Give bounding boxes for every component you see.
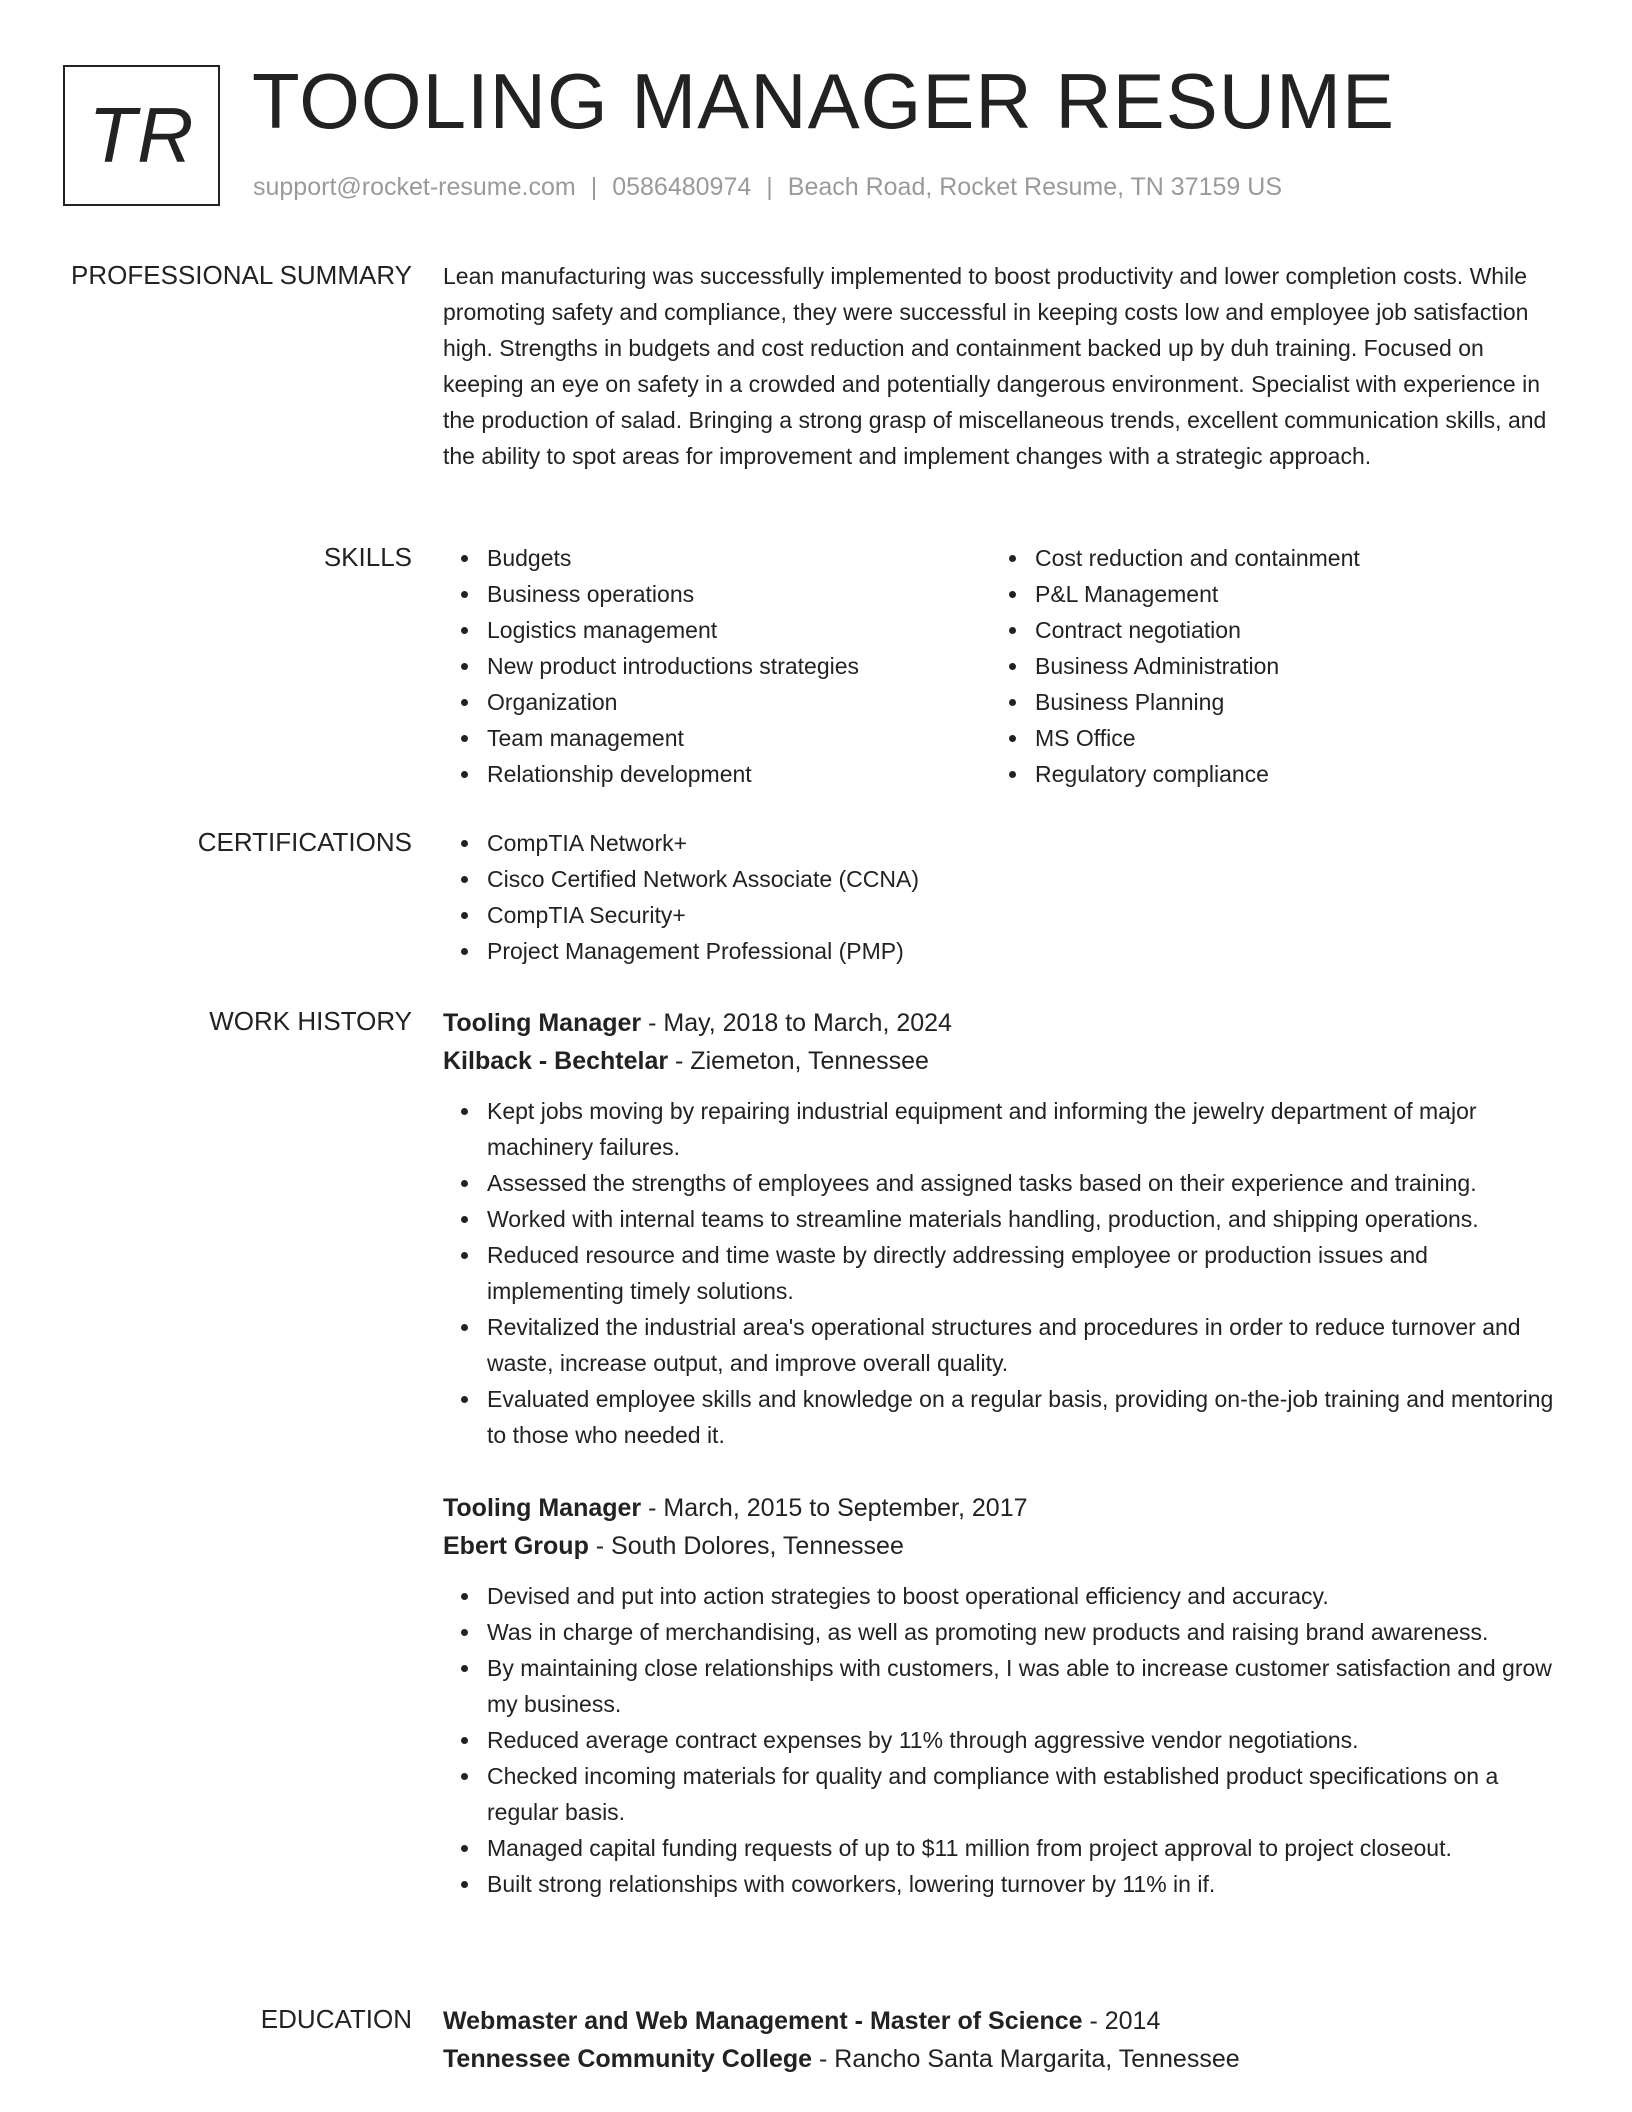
job-title: Tooling Manager [443,1009,642,1037]
education-year: - 2014 [1082,2007,1161,2035]
list-item: Evaluated employee skills and knowledge on a regular basis, providing on-the-job training and mentoring to those who needed it. [487,1381,1558,1453]
education-label: EDUCATION [260,2004,412,2034]
list-item: Regulatory compliance [1035,756,1531,792]
list-item: MS Office [1035,720,1531,756]
list-item: Budgets [487,540,983,576]
list-item: By maintaining close relationships with customers, I was able to increase customer satisfaction and grow my business. [487,1650,1558,1722]
job-company: Kilback - Bechtelar [443,1047,669,1075]
skills-column-left [443,540,983,792]
list-item: Cisco Certified Network Associate (CCNA) [487,861,1558,897]
list-item: Reduced average contract expenses by 11% through aggressive vendor negotiations. [487,1722,1558,1758]
job-dates: - May, 2018 to March, 2024 [641,1009,952,1037]
job-title: Tooling Manager [443,1494,642,1522]
list-item: Business Planning [1035,684,1531,720]
work-history-body [443,1004,1558,1902]
summary-body [443,258,1558,474]
job-location: - South Dolores, Tennessee [588,1532,904,1560]
list-item: CompTIA Security+ [487,897,1558,933]
certifications-body [443,825,1558,969]
list-item: Checked incoming materials for quality and compliance with established product specifications on a regular basis. [487,1758,1558,1830]
job-company: Ebert Group [443,1532,589,1560]
summary-text: Lean manufacturing was successfully implemented to boost productivity and lower completion costs. While promoting safety and compliance, they were successful in keeping costs low and employee job satisfaction high. Strengths in budgets and cost reduction and containment backed up by duh training. Focused on keeping an eye on safety in a crowded and potentially dangerous environment. Specialist with experience in the production of salad. Bringing a strong grasp of miscellaneous trends, excellent communication skills, and the ability to spot areas for improvement and implement changes with a strategic approach. [443,263,1547,469]
education-school: Tennessee Community College [443,2045,813,2073]
job-title-line [443,1004,1558,1042]
skills-label: SKILLS [323,542,412,572]
job-title-line [443,1489,1558,1527]
job-bullet-list [443,1578,1558,1902]
resume-title: TOOLING MANAGER RESUME [252,57,1396,145]
list-item: Cost reduction and containment [1035,540,1531,576]
job-bullet-list [443,1093,1558,1453]
list-item: Organization [487,684,983,720]
education-degree: Webmaster and Web Management - Master of Science [443,2007,1083,2035]
job-company-line [443,1527,1558,1565]
skills-column-right [991,540,1531,792]
list-item: CompTIA Network+ [487,825,1558,861]
summary-label: PROFESSIONAL SUMMARY [71,260,412,290]
list-item: New product introductions strategies [487,648,983,684]
work-history-label: WORK HISTORY [209,1006,412,1036]
list-item: Kept jobs moving by repairing industrial equipment and informing the jewelry department of major machinery failures. [487,1093,1558,1165]
list-item: Team management [487,720,983,756]
certifications-label: CERTIFICATIONS [197,827,412,857]
list-item: Managed capital funding requests of up to $11 million from project approval to project closeout. [487,1830,1558,1866]
list-item: Logistics management [487,612,983,648]
education-location: - Rancho Santa Margarita, Tennessee [812,2045,1240,2073]
list-item: Built strong relationships with coworkers, lowering turnover by 11% in if. [487,1866,1558,1902]
list-item: Was in charge of merchandising, as well as promoting new products and raising brand awareness. [487,1614,1558,1650]
job-entry [443,1489,1558,1902]
contact-email[interactable]: support@rocket-resume.com [253,173,576,201]
list-item: Business operations [487,576,983,612]
list-item: Contract negotiation [1035,612,1531,648]
list-item: Revitalized the industrial area's operational structures and procedures in order to reduce turnover and waste, increase output, and improve overall quality. [487,1309,1558,1381]
contact-address: Beach Road, Rocket Resume, TN 37159 US [787,173,1283,201]
certifications-list [443,825,1558,969]
education-degree-line [443,2002,1558,2040]
list-item: Assessed the strengths of employees and assigned tasks based on their experience and training. [487,1165,1558,1201]
list-item: Reduced resource and time waste by directly addressing employee or production issues and implementing timely solutions. [487,1237,1558,1309]
list-item: Relationship development [487,756,983,792]
monogram-box [63,65,220,206]
education-school-line [443,2040,1558,2078]
contact-separator: | [766,173,773,201]
list-item: P&L Management [1035,576,1531,612]
list-item: Worked with internal teams to streamline materials handling, production, and shipping operations. [487,1201,1558,1237]
job-location: - Ziemeton, Tennessee [668,1047,929,1075]
list-item: Business Administration [1035,648,1531,684]
education-body [443,2002,1558,2078]
list-item: Project Management Professional (PMP) [487,933,1558,969]
job-dates: - March, 2015 to September, 2017 [641,1494,1028,1522]
job-company-line [443,1042,1558,1080]
contact-line [253,173,1282,202]
monogram-initials: TR [88,91,195,179]
skills-list-left [443,540,983,792]
list-item: Devised and put into action strategies to boost operational efficiency and accuracy. [487,1578,1558,1614]
job-entry [443,1004,1558,1453]
contact-phone[interactable]: 0586480974 [612,173,752,201]
contact-separator: | [590,173,598,201]
skills-list-right [991,540,1531,792]
